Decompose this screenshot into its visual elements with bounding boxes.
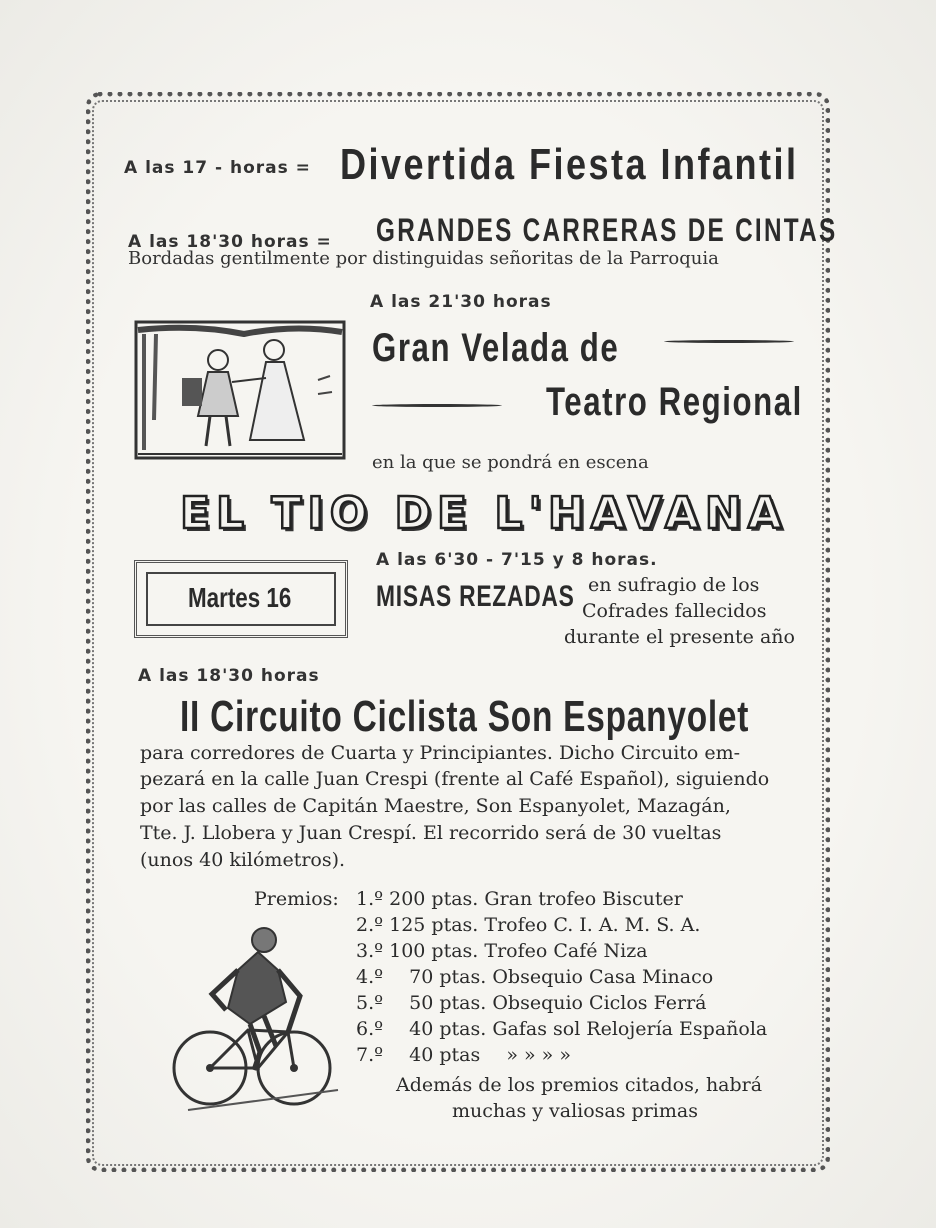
theatre-scene-illustration [134,320,346,460]
circuito-body-line-4: Tte. J. Llobera y Juan Crespí. El recorrido será de 30 vueltas [140,822,722,844]
prize-place: 4.º [356,966,384,988]
prize-amount: 70 ptas. [409,966,487,988]
prize-amount: 200 ptas. [389,888,479,910]
prize-row [356,1016,767,1042]
prize-amount: 50 ptas. [409,992,487,1014]
prize-place: 7.º [356,1044,384,1066]
prizes-label: Premios: [254,888,339,910]
prize-place: 3.º [356,940,384,962]
decorative-rule-right [664,340,794,343]
prize-amount: 40 ptas [409,1044,481,1066]
circuito-body-line-2: pezará en la calle Juan Crespi (frente al Café Español), siguiendo [140,768,770,790]
prizes-note-1: Además de los premios citados, habrá [396,1074,763,1096]
prize-name: Obsequio Casa Minaco [492,966,714,988]
prize-row [356,990,706,1016]
fiesta-time: A las 17 - horas = [124,158,311,178]
prizes-note-2: muchas y valiosas primas [452,1100,698,1122]
decorative-rule-left [372,404,502,407]
fiesta-title: Divertida Fiesta Infantil [340,140,799,189]
carreras-subtitle: Bordadas gentilmente por distinguidas señoritas de la Parroquia [128,248,719,269]
carreras-time: A las 18'30 horas = [128,232,332,252]
prize-amount: 100 ptas. [389,940,479,962]
prize-name: Obsequio Ciclos Ferrá [492,992,707,1014]
circuito-body-line-3: por las calles de Capitán Maestre, Son Espanyolet, Mazagán, [140,795,731,817]
misas-time: A las 6'30 - 7'15 y 8 horas. [376,550,658,570]
circuito-time: A las 18'30 horas [138,666,320,686]
prize-row [356,912,700,938]
prize-name: Trofeo C. I. A. M. S. A. [484,914,701,936]
prize-name: Gran trofeo Biscuter [484,888,683,910]
velada-intro: en la que se pondrá en escena [372,452,649,473]
velada-time: A las 21'30 horas [370,292,552,312]
prize-name: Trofeo Café Niza [484,940,648,962]
prize-name: Gafas sol Relojería Española [492,1018,768,1040]
circuito-title: II Circuito Ciclista Son Espanyolet [180,692,750,741]
prize-amount: 40 ptas. [409,1018,487,1040]
cyclist-illustration [168,920,348,1120]
misas-title: MISAS REZADAS [376,580,575,613]
prize-place: 6.º [356,1018,384,1040]
prize-place: 1.º [356,888,384,910]
prize-row [356,886,683,912]
misas-desc-1: en sufragio de los [588,574,760,596]
prize-place: 2.º [356,914,384,936]
circuito-body-line-5: (unos 40 kilómetros). [140,849,346,871]
velada-title-b: Teatro Regional [546,380,803,424]
prize-row [356,1042,571,1068]
prize-place: 5.º [356,992,384,1014]
prize-name: » » » » [506,1044,571,1066]
martes-label: Martes 16 [188,582,292,613]
misas-desc-2: Cofrades fallecidos [582,600,767,622]
prize-row [356,938,648,964]
play-title: EL TIO DE L'HAVANA [180,488,788,539]
prize-row [356,964,713,990]
circuito-body-line-1: para corredores de Cuarta y Principiantes. Dicho Circuito em- [140,742,741,764]
velada-title-a: Gran Velada de [372,326,620,370]
prize-amount: 125 ptas. [389,914,479,936]
misas-desc-3: durante el presente año [564,626,795,648]
carreras-title: GRANDES CARRERAS DE CINTAS [376,212,838,248]
